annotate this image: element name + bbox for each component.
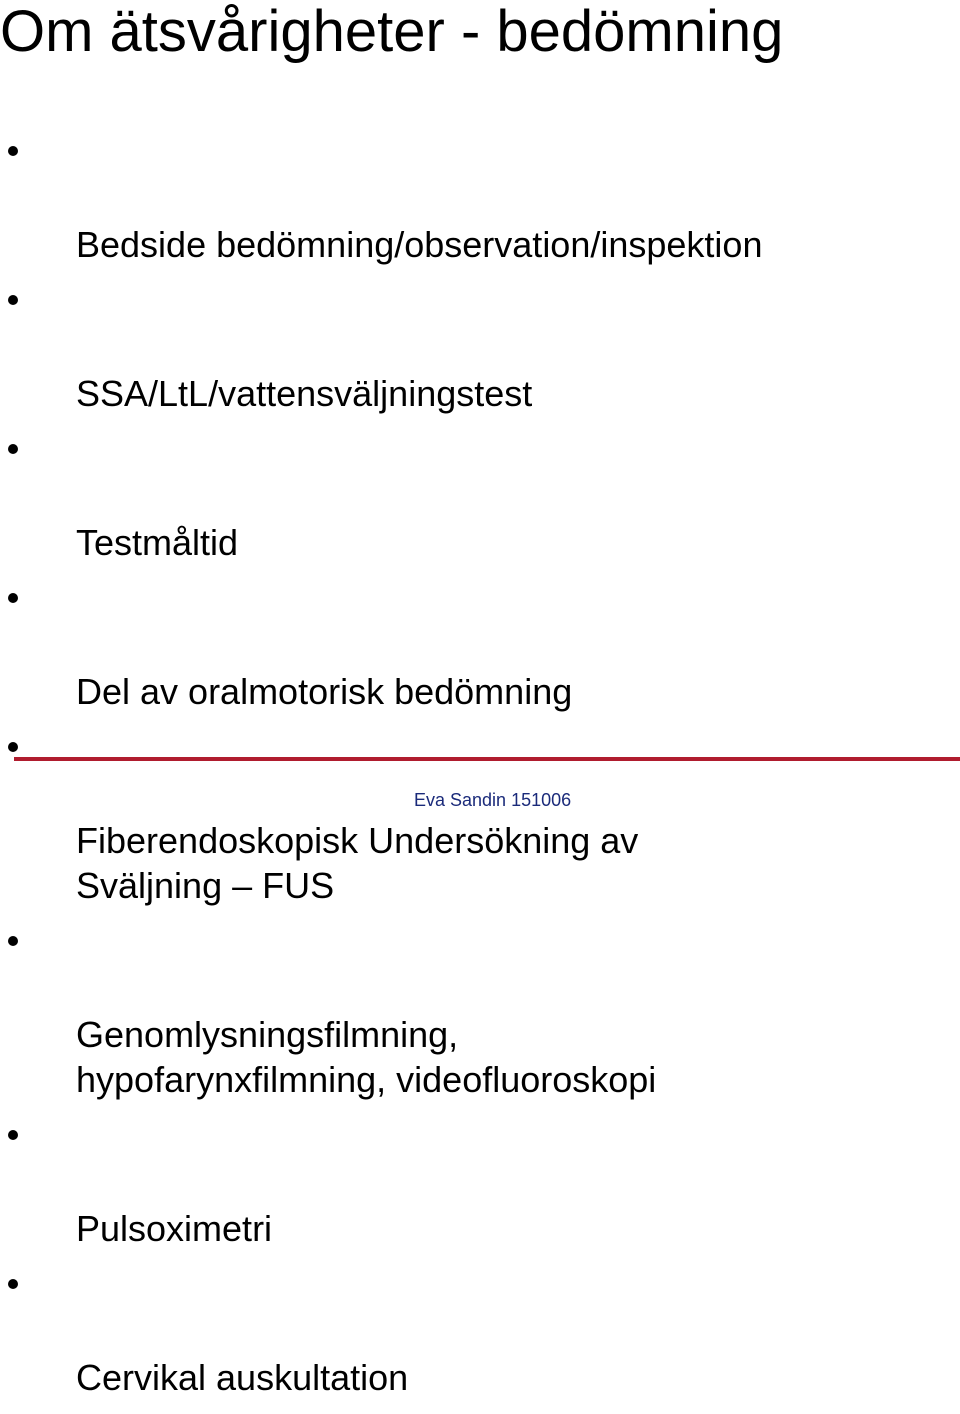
footer-divider bbox=[14, 757, 960, 761]
slide-title: Om ätsvårigheter - bedömning bbox=[0, 0, 784, 64]
bullet-dot-icon bbox=[8, 742, 18, 752]
bullet-dot-icon bbox=[8, 295, 18, 305]
bullet-text: SSA/LtL/vattensväljningstest bbox=[76, 373, 533, 414]
bullet-list bbox=[0, 132, 960, 1414]
bullet-text: Del av oralmotorisk bedömning bbox=[76, 671, 573, 712]
bullet-text: Genomlysningsfilmning, hypofarynxfilmning, videofluoroskopi bbox=[76, 1014, 657, 1100]
bullet-dot-icon bbox=[8, 1130, 18, 1140]
bullet-item bbox=[0, 430, 960, 565]
bullet-item bbox=[0, 1265, 960, 1400]
bullet-text: Bedside bedömning/observation/inspektion bbox=[76, 224, 763, 265]
bullet-dot-icon bbox=[8, 936, 18, 946]
footer-author-date: Eva Sandin 151006 bbox=[414, 790, 572, 810]
bullet-item bbox=[0, 132, 960, 267]
bullet-text: Testmåltid bbox=[76, 522, 239, 563]
bullet-dot-icon bbox=[8, 146, 18, 156]
bullet-item bbox=[0, 579, 960, 714]
bullet-dot-icon bbox=[8, 1279, 18, 1289]
bullet-text: Cervikal auskultation bbox=[76, 1357, 409, 1398]
bullet-item bbox=[0, 728, 960, 908]
bullet-dot-icon bbox=[8, 444, 18, 454]
bullet-text: Fiberendoskopisk Undersökning av Sväljning – FUS bbox=[76, 820, 639, 906]
bullet-item bbox=[0, 922, 960, 1102]
bullet-text: Pulsoximetri bbox=[76, 1208, 273, 1249]
bullet-dot-icon bbox=[8, 593, 18, 603]
bullet-item bbox=[0, 1116, 960, 1251]
bullet-item bbox=[0, 281, 960, 416]
